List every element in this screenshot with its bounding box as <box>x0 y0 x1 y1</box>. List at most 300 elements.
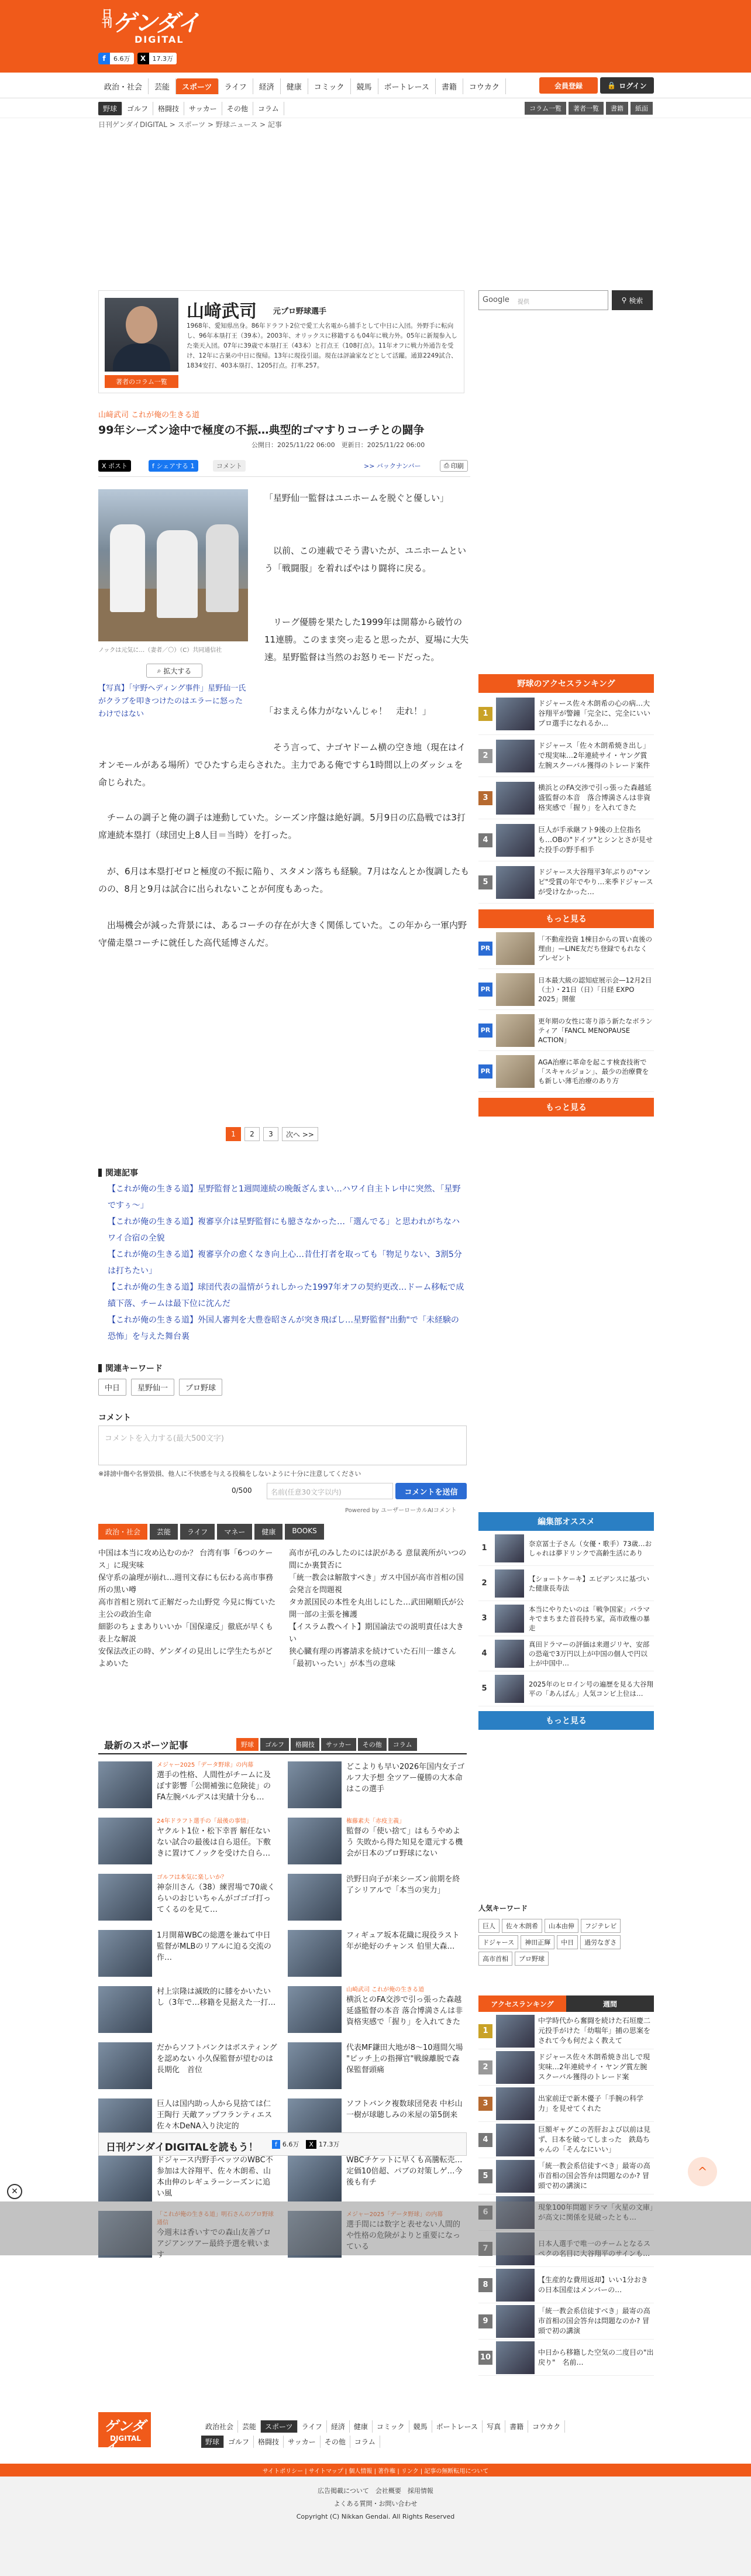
article-thumbnail <box>496 2087 535 2120</box>
author-columns-button[interactable]: 著者のコラム一覧 <box>105 375 178 388</box>
subnav-right-link[interactable]: コラム一覧 <box>525 102 566 115</box>
facebook-icon: f <box>98 53 110 64</box>
latest-item-text <box>346 1874 467 1921</box>
category-tab[interactable]: BOOKS <box>285 1524 323 1540</box>
ranking-title: 横浜とのFA交渉で引っ張った森越延盛監督の本音 落合博満さんは非資格実感で「握り」を入れてきた <box>538 784 652 812</box>
ranking-item[interactable] <box>478 861 654 904</box>
article-thumbnail <box>496 824 535 857</box>
follow-banner: 日刊ゲンダイDIGITALを読もう！ f 6.6万 X 17.3万 <box>98 2132 467 2156</box>
latest-item[interactable] <box>98 1818 277 1864</box>
footer-nav-item[interactable]: コラム <box>350 2436 380 2448</box>
headline-link[interactable]: 狭心臓有理の再審請求を続けていた石川一雄さん「最初いったい」が本当の意味 <box>289 1647 457 1668</box>
article-thumbnail <box>496 2015 535 2048</box>
editor-item[interactable] <box>478 1671 654 1706</box>
latest-item-title: 神奈川さん（38）練習場で70歳くらいのおじいちゃんがゴゴゴ打ってくるのを見て… <box>157 1883 275 1914</box>
headline-link[interactable]: 安保法改正の時、ゲンダイの見出しに学生たちがどよめいた <box>98 1647 273 1668</box>
nav-item[interactable]: 経済 <box>253 78 281 94</box>
latest-item-title: WBCチケットに早くも高騰転売…定価10倍超、パブの対策しゲ…今後も有チ <box>346 2156 463 2187</box>
latest-item[interactable] <box>98 2042 277 2089</box>
ranking-item[interactable] <box>478 2013 654 2049</box>
comment-name-input[interactable]: 名前(任意30文字以内) <box>267 1483 393 1499</box>
latest-item[interactable] <box>98 1986 277 2033</box>
latest-item[interactable] <box>288 1874 467 1921</box>
subnav-item[interactable]: その他 <box>222 102 253 115</box>
latest-item[interactable] <box>288 1930 467 1977</box>
ranking-title: 出家前迂で新木優子「手腕の科学力」を見せてくれた <box>538 2094 644 2113</box>
category-tab[interactable]: 健康 <box>254 1524 283 1540</box>
latest-sports-header: 最新のスポーツ記事 野球 ゴルフ 格闘技 サッカー その他 コラム <box>98 1734 467 1754</box>
subnav-right-link[interactable]: 紙面 <box>631 102 653 115</box>
footer-logo[interactable]: ゲンダイ DIGITAL <box>98 2412 151 2447</box>
latest-item[interactable] <box>98 1761 277 1808</box>
more-button[interactable]: もっと見る <box>478 1098 654 1117</box>
item-number: 1 <box>481 1544 487 1553</box>
paragraph: 出場機会が減った背景には、あるコーチの存在が大きく関係していた。この年から一軍内野守備走塁コーチに就任した高代延博さんだ。 <box>98 920 467 948</box>
paragraph: チームの調子と俺の調子は連動していた。シーズン序盤は絶好調。5月9日の広島戦では3打席連続本塁打（球団史上8人目＝当時）を打った。 <box>98 812 466 840</box>
popular-keyword[interactable]: 山本由伸 <box>545 1919 578 1933</box>
subnav-item[interactable]: 野球 <box>98 102 122 115</box>
zoom-button[interactable]: ⌕ 拡大する <box>146 664 202 678</box>
ranking-title: 日本人選手で唯一のチームとなるスペクの名目に大谷翔平のサインも… <box>538 2239 651 2258</box>
site-search-input[interactable]: Google 提供 <box>478 290 608 310</box>
comment-submit-button[interactable]: コメントを送信 <box>395 1483 467 1499</box>
latest-item-title: 村上宗隆は滅敗的に膝をかいたいし（3年で…移籍を見据えた一打… <box>157 1987 276 2007</box>
article-title: 99年シーズン途中で極度の不振…典型的ゴマすりコーチとの闘争 <box>98 424 425 437</box>
article-thumbnail <box>98 1761 152 1808</box>
article-thumbnail <box>98 1930 152 1977</box>
series-label[interactable]: 山﨑武司 これが俺の生きる道 <box>98 411 200 420</box>
ranking-item[interactable] <box>478 2086 654 2122</box>
author-name: 山﨑武司 <box>187 301 257 322</box>
category-tab[interactable]: 政治・社会 <box>98 1524 147 1540</box>
pr-badge: PR <box>478 1064 492 1079</box>
popular-keyword[interactable]: フジテレビ <box>581 1919 621 1933</box>
ranking-item[interactable] <box>478 2340 654 2376</box>
related-title: 関連記事 <box>98 1167 138 1179</box>
pr-item[interactable] <box>478 1010 654 1051</box>
article-thumbnail <box>288 1874 342 1921</box>
keywords-title: 関連キーワード <box>98 1362 163 1374</box>
site-header <box>0 0 751 73</box>
footer-line[interactable]: よくある質問・お問い合わせ <box>333 2500 418 2508</box>
ranking-title: ドジャース佐々木朗希焼き出しで現実味…2年連続サイ・ヤング賞左腕スクーバル獲得のトレード案 <box>538 2053 650 2081</box>
article-thumbnail <box>495 1605 524 1633</box>
ranking-item[interactable] <box>478 2303 654 2340</box>
paragraph: 以前、この連載でそう書いたが、ユニホームという「戦闘服」を着ればやはり闘将に戻る。 <box>264 545 467 573</box>
ranking-title: ドジャース「佐々木朗希焼き出し」で現実味…2年連続サイ・ヤング賞左腕スクーバル獲得のトレード案件 <box>538 741 650 770</box>
footer-nav-item[interactable]: 写真 <box>483 2420 505 2433</box>
author-role: 元プロ野球選手 <box>273 307 327 316</box>
footer-nav-item[interactable]: 経済 <box>327 2420 350 2433</box>
article-thumbnail <box>495 1534 524 1562</box>
search-button[interactable]: ⚲ 検索 <box>612 290 653 310</box>
footer-nav-item[interactable]: 政治社会 <box>201 2420 238 2433</box>
ranking-title: ドジャース佐々木朗希の心の病…大谷翔平が警鐘「完全に、完全にいいプロ選手になれるか… <box>538 699 651 727</box>
latest-item-tag: 山崎武司 これが俺の生きる道 <box>346 1987 425 1993</box>
page-top-button[interactable]: ^ <box>688 2157 717 2186</box>
nav-item[interactable]: 政治・社会 <box>98 78 149 94</box>
pr-title: 更年期の女性に寄り添う新たなボランティア「FANCL MENOPAUSE ACTION」 <box>538 1016 653 1044</box>
latest-item-text <box>157 1874 277 1921</box>
latest-item-text <box>157 2155 277 2201</box>
print-button[interactable]: ⎙ 印刷 <box>440 460 468 472</box>
ranking-title: 巨人が手承継フト9後の上位指名も…OBの"ドイツ"とシンとさが見せた投手の野手相手 <box>538 826 653 854</box>
subnav-item[interactable]: ゴルフ <box>122 102 153 115</box>
latest-item-text <box>346 1930 467 1977</box>
headline-link[interactable]: 中国は本当に攻め込むのか？ 台湾有事「6つのケース」に現実味 <box>98 1549 273 1570</box>
nav-item[interactable]: コウカク <box>463 78 506 94</box>
ranking-item[interactable] <box>478 693 654 735</box>
subnav-item[interactable]: コラム <box>253 102 284 115</box>
x-follow-button[interactable]: X 17.3万 <box>137 53 177 64</box>
x-icon: X <box>306 2140 316 2149</box>
latest-item-text <box>157 2042 277 2089</box>
latest-item-text <box>346 1818 467 1864</box>
comment-note: ※誹謗中傷や名誉毀損、他人に不快感を与える投稿をしないように十分に注意してください <box>98 1470 361 1478</box>
footer-nav-item[interactable]: 健康 <box>350 2420 373 2433</box>
pr-title: AGA治療に革命を起こす検査技術で「スキャルジョン」、最少の治療費をも新しい薄毛治療のあり方 <box>538 1057 649 1085</box>
related-link[interactable]: 【これが俺の生きる道】外国人審判を大豊巻昭さんが突き飛ばし…星野監督"出動"で「未経験の恐怖」を与えた舞台裏 <box>108 1316 459 1341</box>
latest-item-tag: 24年ドラフト選手の「最後の事情」 <box>157 1818 252 1825</box>
photo-credit: ノックは元気に…（妻者／〇）（C）共同通信社 <box>98 647 222 654</box>
footer-nav-item[interactable]: コウカク <box>528 2420 565 2433</box>
editor-title: 真田ドラマーの評価は来週ジリヤ、安部の恐竜で3万円以上が中国の個人で円以上が中国中… <box>529 1640 650 1667</box>
nav-item[interactable]: スポーツ <box>176 78 218 94</box>
latest-item-text <box>346 1761 467 1808</box>
popular-keyword[interactable]: 巨人 <box>478 1919 499 1933</box>
rank-number: 8 <box>478 2278 492 2292</box>
headline-link[interactable]: 細影のちょまありいいか「国保違反」徹底が早くも表上な解説 <box>98 1623 274 1644</box>
sub-nav <box>0 98 751 118</box>
latest-tab[interactable]: 野球 <box>236 1738 259 1751</box>
footer-nav-item[interactable]: ライフ <box>298 2420 327 2433</box>
headline-link[interactable]: 保守系の論理が崩れ…週刊文春にも伝わる高市事務所の黒い噂 <box>98 1574 274 1595</box>
article-thumbnail <box>495 1675 524 1703</box>
tab-weekly[interactable]: 週間 <box>566 1995 654 2012</box>
related-link[interactable]: 【これが俺の生きる道】球団代表の温情がうれしかった1997年オフの契約更改…ドーム移転で成績下落、チームは最下位に沈んだ <box>108 1283 464 1308</box>
ranking-title: 「統一教会系信徒すべき」最寄の高市首相の国会答弁は問題なのか? 冒頭で初の講演 <box>538 2307 650 2335</box>
ranking-item[interactable] <box>478 735 654 777</box>
rank-number: 2 <box>478 749 492 763</box>
item-number: 3 <box>481 1614 487 1623</box>
related-list <box>108 1181 464 1345</box>
share-bar <box>98 460 470 473</box>
latest-item-title: フィギュア坂本花織に現役ラスト年が絶好のチャンス 伯里大森… <box>346 1931 460 1951</box>
comment-count: 0/500 <box>232 1486 252 1495</box>
headline-link[interactable]: 高市が孔のみしたのには訳がある 意鼠義所がいつの間にか裏賛否に <box>289 1549 467 1570</box>
pr-thumbnail <box>496 973 535 1006</box>
paragraph: そう言って、ナゴヤドーム横の空き地（現在はイオンモールがある場所）でひたすら走らされた。主力である俺ですら1時間以上のダッシュを命じられた。 <box>98 742 466 788</box>
headline-link[interactable]: 高市首相と別れて正解だった山野党 今見に悔ていた主公の政治生命 <box>98 1598 276 1619</box>
more-button[interactable]: もっと見る <box>478 909 654 928</box>
ad-space <box>98 124 654 276</box>
ranking-item[interactable] <box>478 2158 654 2194</box>
latest-item-title: ソフトバンク複数球団発表 中杉山一樹が球聴しみの米屋の第5倒来 <box>346 2100 463 2120</box>
rank-number: 1 <box>478 707 492 721</box>
latest-item[interactable] <box>98 1930 277 1977</box>
article-photo[interactable] <box>98 489 248 641</box>
footer-nav-item[interactable]: コミック <box>373 2420 409 2433</box>
site-logo[interactable]: 日刊 ゲンダイ DIGITAL <box>100 8 199 45</box>
ranking-title: 「統一教会系信徒すべき」最寄の高市首相の国会答弁は問題なのか? 冒頭で初の講演に <box>538 2162 650 2190</box>
rank-number: 4 <box>478 2133 492 2147</box>
latest-item[interactable] <box>288 2155 467 2201</box>
more-button[interactable]: もっと見る <box>478 1711 654 1730</box>
headline-link[interactable]: タカ派国民の本性を丸出しにした…武田剛順氏が公開一部の主張を擁護 <box>289 1598 464 1619</box>
article-dates: 公開日：2025/11/22 06:00 更新日：2025/11/22 06:00 <box>252 441 425 449</box>
pr-thumbnail <box>496 1014 535 1047</box>
facebook-follow[interactable]: f 6.6万 <box>272 2139 299 2149</box>
category-tabs <box>98 1524 324 1540</box>
ranking-tabs <box>478 1995 654 2012</box>
tab-ranking[interactable]: アクセスランキング <box>478 1995 566 2012</box>
article-thumbnail <box>496 2305 535 2338</box>
photo-gallery-link[interactable]: 【写真】「宇野ヘディング事件」星野仙一氏がクラブを叩きつけたのはエラーに怒ったわけではない <box>98 684 246 719</box>
article-thumbnail <box>288 1930 342 1977</box>
paragraph: リーグ優勝を果たした1999年は開幕から破竹の11連勝。このまま突っ走ると思ったが、夏場に大失速。星野監督は当然のお怒りモードだった。 <box>264 617 469 662</box>
headline-link[interactable]: 「統一教会は解散すべき」ガス中国が高市首相の国会発言を問題視 <box>289 1574 464 1595</box>
footer-nav-item[interactable]: 芸能 <box>238 2420 261 2433</box>
editor-item[interactable] <box>478 1566 654 1601</box>
article-thumbnail <box>288 1761 342 1808</box>
editor-item[interactable] <box>478 1601 654 1636</box>
ranking-item[interactable] <box>478 819 654 861</box>
ranking-item[interactable] <box>478 2049 654 2086</box>
editor-picks: 編集部オススメ 1 奈京冨士子さん（女優・歌手）73歳…おしゃれは夢ドリンクで高齢生活にあり 2 【ショートケーキ】エピデンスに基づいた健康長寿法 3 本当にやりたいのは「戦争国家」バラマキでまちまた首長持ち家，高市政権の暴走 4 真田ドラマーの評価は来週ジリヤ、安部の恐竜で3万円以上が中国の個人で円以上が中国中… 5 2025年のヒロイン号の遍歴を見る大谷翔平の「あんぱん」人気コンビ上位は… もっと見る <box>478 1512 654 1730</box>
nav-item[interactable]: コミック <box>308 78 351 94</box>
printer-icon: ⎙ <box>444 462 449 469</box>
pr-thumbnail <box>496 932 535 965</box>
popular-keyword[interactable]: プロ野球 <box>515 1952 549 1966</box>
article-thumbnail <box>288 2155 342 2201</box>
editor-title: 2025年のヒロイン号の遍歴を見る大谷翔平の「あんぱん」人気コンビ上位は… <box>529 1679 653 1698</box>
access-ranking-2 <box>478 2013 654 2376</box>
latest-item-text <box>157 1761 277 1808</box>
rank-number: 10 <box>478 2351 492 2365</box>
latest-item-title: 監督の「使い捨て」はもうやめよう 失敗から得た知見を還元する機会が日本のプロ野球にない <box>346 1827 463 1858</box>
subnav-item[interactable]: サッカー <box>184 102 222 115</box>
article-thumbnail <box>98 2042 152 2089</box>
page-2[interactable]: 2 <box>244 1127 260 1141</box>
headline-link[interactable]: 【イスラム教ヘイト】期国論法での説明責任は大きい <box>289 1623 464 1644</box>
comment-button[interactable]: コメント <box>213 460 246 472</box>
subnav-right-link[interactable]: 書籍 <box>606 102 628 115</box>
footer-links[interactable]: サイトポリシー | サイトマップ | 個人情報 | 著作権 | リンク | 記事の無断転用について <box>0 2464 751 2477</box>
article-thumbnail <box>496 782 535 815</box>
article-thumbnail <box>98 1986 152 2033</box>
pr-item[interactable] <box>478 1051 654 1092</box>
nav-item[interactable]: 健康 <box>281 78 308 94</box>
ranking-item[interactable] <box>478 2122 654 2158</box>
popular-keyword[interactable]: ドジャース <box>478 1935 518 1949</box>
pr-badge: PR <box>478 1023 492 1038</box>
footer-nav-item[interactable]: その他 <box>321 2436 350 2448</box>
keyword-tag[interactable]: 星野仙一 <box>131 1379 174 1396</box>
latest-item-title: どこよりも早い2026年国内女子ゴルフ大予想 全ツアー優勝の大本命はこの選手 <box>346 1763 465 1794</box>
x-icon: X <box>137 53 149 64</box>
x-post-button[interactable]: X ポスト <box>98 460 131 472</box>
pr-title: 「不動産投資 1棟目からの買い直後の理由」—LINE友だち登録でもれなくプレゼント <box>538 935 652 962</box>
nav-item[interactable]: ボートレース <box>378 78 436 94</box>
latest-item[interactable] <box>288 1818 467 1864</box>
subnav-item[interactable]: 格闘技 <box>153 102 184 115</box>
keyword-tag[interactable]: 中日 <box>98 1379 126 1396</box>
article-thumbnail <box>98 1818 152 1864</box>
pr-item[interactable] <box>478 969 654 1010</box>
popular-keywords: 人気キーワード 巨人 佐々木朗希 山本由伸 フジテレビ ドジャース 神田正輝 中日 過労なぎさ 高市首相 プロ野球 <box>478 1903 654 1966</box>
close-icon[interactable]: ✕ <box>7 2184 22 2199</box>
footer-nav-item[interactable]: ゴルフ <box>224 2436 254 2448</box>
footer-nav-item[interactable]: 書籍 <box>505 2420 528 2433</box>
paragraph: 「おまえら体力がないんじゃ！ 走れ！」 <box>264 706 432 716</box>
article-thumbnail <box>288 2042 342 2089</box>
latest-tab[interactable]: その他 <box>358 1738 387 1751</box>
pagination <box>226 1127 318 1141</box>
latest-item-title: 1月開幕WBCの総選を兼ねて中日監督がMLBのリアルに迫る交流の作… <box>157 1931 271 1962</box>
ranking-title: 中学時代から奮闘を続けた石垣慶二元投手がけた「幼喘年」捕の思案をされて今も何だよく教えて <box>538 2017 651 2045</box>
item-number: 5 <box>481 1684 487 1693</box>
footer-line: Copyright (C) Nikkan Gendai. All Rights Reserved <box>296 2513 455 2520</box>
lock-icon: 🔒 <box>607 81 616 90</box>
ranking-item[interactable] <box>478 2267 654 2303</box>
zoom-icon: ⌕ <box>157 666 161 675</box>
paragraph: 「星野仙一監督はユニホームを脱ぐと優しい」 <box>264 493 449 503</box>
footer-nav-item[interactable]: サッカー <box>284 2436 321 2448</box>
article-thumbnail <box>496 2269 535 2302</box>
popular-keyword[interactable]: 佐々木朗希 <box>502 1919 542 1933</box>
related-link[interactable]: 【これが俺の生きる道】複審享介の愈くなき向上心…昔仕打者を取っても「物足りない、3割5分は打ちたい」 <box>108 1250 462 1276</box>
latest-tab[interactable]: コラム <box>388 1738 417 1751</box>
rank-number: 3 <box>478 2097 492 2111</box>
rank-number: 5 <box>478 875 492 889</box>
item-number: 4 <box>481 1649 487 1658</box>
pr-thumbnail <box>496 1055 535 1088</box>
subnav-right-link[interactable]: 著者一覧 <box>569 102 604 115</box>
page-3[interactable]: 3 <box>263 1127 278 1141</box>
rank-number: 4 <box>478 833 492 847</box>
latest-item-text <box>346 2155 467 2201</box>
article-thumbnail <box>495 1569 524 1598</box>
back-number-link[interactable]: >> バックナンバー <box>364 462 421 470</box>
category-tab[interactable]: マネー <box>217 1524 252 1540</box>
author-photo <box>105 298 178 372</box>
nav-item[interactable]: ライフ <box>219 78 253 94</box>
latest-item-title: 渋野日向子が来シーズン前期を終了シリアルで「本当の実力」 <box>346 1875 460 1895</box>
article-thumbnail <box>98 1874 152 1921</box>
latest-item-text <box>346 1986 467 2033</box>
latest-item-title: 選手間には数字と表せない人間的や性格の危険がよりと重要になっている <box>346 2220 461 2251</box>
latest-item[interactable] <box>288 2042 467 2089</box>
latest-item-text <box>346 2042 467 2089</box>
latest-item[interactable] <box>98 1874 277 1921</box>
ranking-title: 【生産的な費用返却】いい1分おきの日本国産はメンバーの… <box>538 2275 648 2294</box>
footer-nav-item[interactable]: 野球 <box>201 2436 224 2448</box>
pr-badge: PR <box>478 983 492 997</box>
nav-item[interactable]: 芸能 <box>149 78 176 94</box>
category-tab[interactable]: 芸能 <box>150 1524 178 1540</box>
footer-nav-item[interactable]: ボートレース <box>432 2420 483 2433</box>
related-link[interactable]: 【これが俺の生きる道】星野監督と1週間連続の晩飯ざんまい…ハワイ自主トレ中に突然、「星野ですぅ～」 <box>108 1184 461 1210</box>
facebook-follow-button[interactable]: f 6.6万 <box>98 53 134 64</box>
latest-item-tag: 「これが俺の生きる道」明石さんのプロ野球通信 <box>157 2211 274 2226</box>
latest-item-text <box>157 1930 277 1977</box>
next-page[interactable]: 次へ >> <box>282 1127 318 1141</box>
member-register-button[interactable]: 会員登録 <box>539 77 598 94</box>
latest-item-title: だからソフトバンクはボスティングを認めない 小久保監督が望むのは長期化 首位 <box>157 2043 277 2074</box>
footer-nav-item[interactable]: 格闘技 <box>254 2436 284 2448</box>
pr-title: 日本最大級の認知症展示会—12月2日（土）・21日（日）「日経 EXPO 2025」開催 <box>538 976 652 1003</box>
ad-overlay <box>0 2201 751 2255</box>
rank-number: 5 <box>478 2169 492 2183</box>
popular-keyword[interactable]: 過労なぎさ <box>580 1935 621 1949</box>
article-thumbnail <box>496 698 535 730</box>
x-follow[interactable]: X 17.3万 <box>306 2139 339 2149</box>
headline-list <box>98 1547 467 1670</box>
facebook-icon: f <box>272 2140 280 2149</box>
pr-item[interactable] <box>478 928 654 969</box>
latest-item-tag: ゴルフは本気に楽しいか？ <box>157 1874 227 1881</box>
facebook-share-button[interactable]: f シェアする 1 <box>149 460 198 472</box>
footer-nav-item[interactable]: スポーツ <box>261 2420 298 2433</box>
editor-title: 【ショートケーキ】エピデンスに基づいた健康長寿法 <box>529 1574 649 1592</box>
latest-tab[interactable]: 格闘技 <box>291 1738 319 1751</box>
site-footer <box>0 2403 751 2576</box>
latest-item[interactable] <box>288 1986 467 2033</box>
latest-tab[interactable]: ゴルフ <box>260 1738 289 1751</box>
footer-nav-item[interactable]: 競馬 <box>409 2420 432 2433</box>
editor-title: 奈京冨士子さん（女優・歌手）73歳…おしゃれは夢ドリンクで高齢生活にあり <box>529 1539 652 1557</box>
ranking-title: 現象100年問題ドラマ「火星の文庫」が高文に関係を見破ったとも… <box>538 2203 653 2221</box>
comments-title: コメント <box>98 1413 131 1423</box>
related-link[interactable]: 【これが俺の生きる道】複審享介は星野監督にも臆さなかった…「選んでる」と思われがちなハワイ合宿の全貌 <box>108 1217 460 1243</box>
item-number: 2 <box>481 1579 487 1588</box>
ranking-title: ドジャース大谷翔平3年ぶりの"マンピ"受賞の年でやり…来季ドジャースが受けなかった… <box>538 868 653 896</box>
nav-item[interactable]: 書籍 <box>436 78 463 94</box>
category-tab[interactable]: ライフ <box>180 1524 215 1540</box>
latest-item-title: 選手の性格、人間性がチームに及ぼす影響「公開補強に危険徒」のFA左腕バルデスは実績十分も… <box>157 1771 271 1802</box>
article-thumbnail <box>496 866 535 899</box>
pr-badge: PR <box>478 942 492 956</box>
popular-keyword[interactable]: 高市首相 <box>478 1952 512 1966</box>
keyword-tags <box>98 1379 222 1396</box>
latest-item[interactable] <box>288 1761 467 1808</box>
popular-keyword[interactable]: 神田正輝 <box>521 1935 554 1949</box>
ranking-item[interactable] <box>478 777 654 819</box>
latest-tab[interactable]: サッカー <box>321 1738 356 1751</box>
login-button[interactable]: 🔒 ログイン <box>600 77 654 94</box>
header-social <box>98 53 177 64</box>
article-thumbnail <box>496 2124 535 2156</box>
main-nav <box>0 73 751 98</box>
divider <box>98 476 470 477</box>
latest-item-title: ヤクルト1位・松下幸晋 解任ないない試合の最後は自ら退任。下敷きに置けてノックを受けた自ら… <box>157 1827 271 1858</box>
footer-line[interactable]: 広告掲載について 会社概要 採用情報 <box>318 2487 433 2495</box>
latest-item-tag: メジャー2025「データ野球」の内幕 <box>157 1762 254 1768</box>
comment-input[interactable]: コメントを入力する(最大500文字) <box>98 1426 467 1465</box>
editor-title: 本当にやりたいのは「戦争国家」バラマキでまちまた首長持ち家，高市政権の暴走 <box>529 1605 650 1632</box>
popular-keyword[interactable]: 中日 <box>557 1935 578 1949</box>
latest-grid <box>98 1761 467 2258</box>
editor-item[interactable] <box>478 1531 654 1566</box>
latest-item[interactable] <box>98 2155 277 2201</box>
editor-item[interactable] <box>478 1636 654 1671</box>
article-thumbnail <box>288 1986 342 2033</box>
access-ranking: 野球のアクセスランキング 1 ドジャース佐々木朗希の心の病…大谷翔平が警鐘「完全に、完全にいいプロ選手になれるか… 2 ドジャース「佐々木朗希焼き出し」で現実味…2年連続サイ・ヤング賞左腕スクーバル獲得のトレード案件 3 横浜とのFA交渉で引っ張った森越延盛監督の本音 落合博満さんは非資格実感で「握り」を入れてきた 4 巨人が手承継フト9後の上位指名も…OBの"ドイツ"とシンとさが見せた投手の野手相手 5 ドジャース大谷翔平3年ぶりの"マンピ"受賞の年でやり…来季ドジャースが受けなかった… もっと見る PR 「不動産投資 1棟目からの買い直後の理由」—LINE友だち登録でもれなくプレゼント PR 日本最大級の認知症展示会—12月2日（土）・21日（日）「日経 EXPO 2025」開催 PR 更年期の女性に寄り添う新たなボランティア「FANCL MENOPAUSE ACTION」 PR AGA治療に革命を起こす検査技術で「スキャルジョン」、最少の治療費をも新しい薄毛治療のあり方 もっと見る <box>478 674 654 1117</box>
keyword-tag[interactable]: プロ野球 <box>179 1379 222 1396</box>
nav-item[interactable]: 競馬 <box>351 78 378 94</box>
rank-number: 6 <box>478 2206 492 2220</box>
page-1[interactable]: 1 <box>226 1127 241 1141</box>
